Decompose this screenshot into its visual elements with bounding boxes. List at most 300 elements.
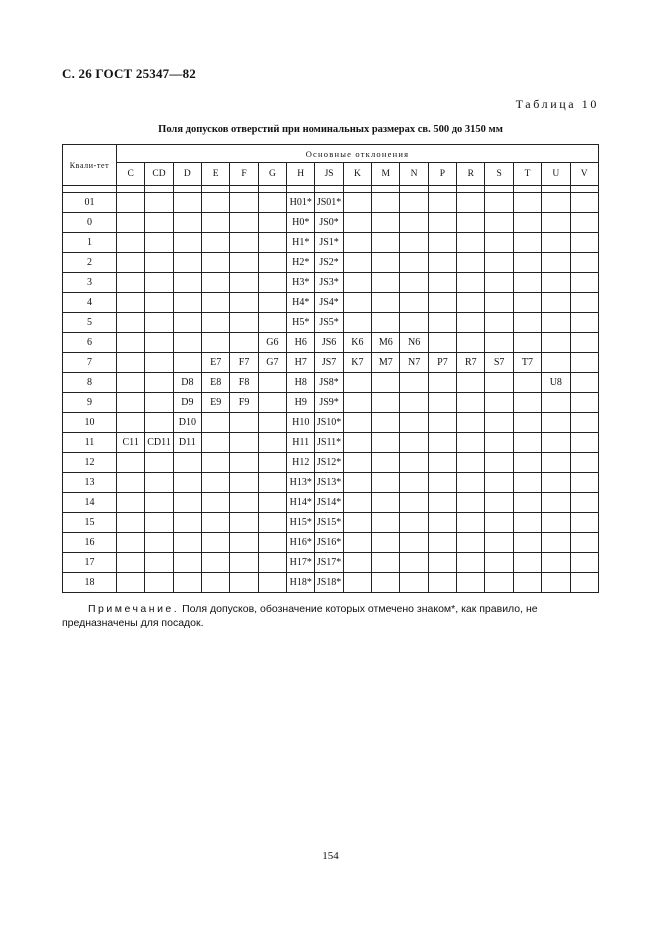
qualitet-cell: 16 bbox=[63, 533, 117, 553]
tolerance-field-cell bbox=[202, 493, 230, 513]
tolerance-field-cell bbox=[513, 273, 541, 293]
tolerance-field-cell bbox=[457, 213, 485, 233]
table-body bbox=[63, 186, 599, 593]
table-title: Поля допусков отверстий при номинальных размерах св. 500 до 3150 мм bbox=[158, 124, 503, 135]
spacer-cell bbox=[173, 186, 201, 193]
tolerance-field-cell bbox=[230, 333, 258, 353]
tolerance-field-cell bbox=[428, 193, 456, 213]
tolerance-field-cell: JS10* bbox=[315, 413, 343, 433]
tolerance-field-cell: E9 bbox=[202, 393, 230, 413]
qualitet-cell: 15 bbox=[63, 513, 117, 533]
tolerance-field-cell bbox=[542, 273, 570, 293]
spacer-cell bbox=[570, 186, 598, 193]
column-header: R bbox=[457, 163, 485, 186]
tolerance-field-cell bbox=[513, 233, 541, 253]
tolerance-field-cell bbox=[428, 453, 456, 473]
tolerance-field-cell bbox=[145, 333, 173, 353]
tolerance-field-cell: H14* bbox=[287, 493, 315, 513]
tolerance-field-cell bbox=[117, 353, 145, 373]
tolerance-field-cell bbox=[428, 313, 456, 333]
table-row bbox=[63, 193, 599, 213]
tolerance-field-cell bbox=[145, 533, 173, 553]
tolerance-field-cell bbox=[513, 333, 541, 353]
table-number: Таблица 10 bbox=[515, 97, 599, 111]
tolerance-field-cell bbox=[230, 273, 258, 293]
table-row bbox=[63, 413, 599, 433]
tolerance-field-cell bbox=[457, 573, 485, 593]
tolerance-field-cell: JS17* bbox=[315, 553, 343, 573]
tolerance-field-cell bbox=[542, 313, 570, 333]
tolerance-field-cell: JS16* bbox=[315, 533, 343, 553]
table-row bbox=[63, 333, 599, 353]
tolerance-field-cell bbox=[428, 493, 456, 513]
tolerance-field-cell: C11 bbox=[117, 433, 145, 453]
tolerance-field-cell bbox=[457, 493, 485, 513]
tolerance-field-cell bbox=[513, 433, 541, 453]
tolerance-field-cell bbox=[145, 193, 173, 213]
tolerance-field-cell bbox=[485, 333, 513, 353]
tolerance-field-cell: D10 bbox=[173, 413, 201, 433]
tolerance-field-cell bbox=[542, 493, 570, 513]
tolerance-field-cell bbox=[400, 393, 428, 413]
column-header: N bbox=[400, 163, 428, 186]
tolerance-field-cell bbox=[117, 193, 145, 213]
tolerance-field-cell bbox=[485, 393, 513, 413]
tolerance-field-cell bbox=[570, 333, 598, 353]
tolerance-field-cell bbox=[372, 473, 400, 493]
tolerance-field-cell: H9 bbox=[287, 393, 315, 413]
tolerance-field-cell bbox=[230, 493, 258, 513]
tolerance-field-cell bbox=[258, 513, 286, 533]
tolerance-field-cell bbox=[230, 513, 258, 533]
table-row bbox=[63, 453, 599, 473]
tolerance-field-cell bbox=[343, 273, 371, 293]
tolerance-field-cell bbox=[117, 213, 145, 233]
tolerance-field-cell bbox=[513, 513, 541, 533]
tolerance-field-cell bbox=[117, 413, 145, 433]
tolerance-field-cell bbox=[145, 453, 173, 473]
tolerance-field-cell bbox=[513, 293, 541, 313]
note-label: Примечание. bbox=[88, 603, 180, 615]
tolerance-field-cell bbox=[400, 373, 428, 393]
tolerance-field-cell bbox=[570, 573, 598, 593]
column-header: E bbox=[202, 163, 230, 186]
tolerance-field-cell bbox=[485, 413, 513, 433]
tolerance-field-cell bbox=[258, 193, 286, 213]
tolerance-field-cell: P7 bbox=[428, 353, 456, 373]
qualitet-cell: 11 bbox=[63, 433, 117, 453]
tolerance-field-cell: F9 bbox=[230, 393, 258, 413]
tolerance-field-cell bbox=[400, 533, 428, 553]
tolerance-field-cell: JS4* bbox=[315, 293, 343, 313]
tolerance-field-cell bbox=[457, 433, 485, 453]
tolerance-field-cell: K6 bbox=[343, 333, 371, 353]
tolerance-field-cell bbox=[570, 513, 598, 533]
tolerance-field-cell bbox=[400, 213, 428, 233]
tolerance-field-cell bbox=[372, 253, 400, 273]
tolerance-field-cell bbox=[513, 473, 541, 493]
tolerance-field-cell bbox=[372, 213, 400, 233]
tolerance-field-cell bbox=[343, 473, 371, 493]
tolerance-field-cell bbox=[343, 213, 371, 233]
tolerance-field-cell bbox=[117, 473, 145, 493]
qualitet-cell: 7 bbox=[63, 353, 117, 373]
tolerance-field-cell: H16* bbox=[287, 533, 315, 553]
tolerance-field-cell bbox=[258, 473, 286, 493]
tolerance-field-cell bbox=[202, 433, 230, 453]
page-header: С. 26 ГОСТ 25347—82 bbox=[62, 66, 196, 81]
tolerance-field-cell bbox=[343, 313, 371, 333]
tolerance-field-cell bbox=[230, 533, 258, 553]
tolerance-field-cell bbox=[400, 273, 428, 293]
tolerance-field-cell bbox=[372, 573, 400, 593]
tolerance-field-cell: CD11 bbox=[145, 433, 173, 453]
tolerance-field-cell bbox=[372, 453, 400, 473]
tolerance-field-cell bbox=[202, 513, 230, 533]
tolerance-field-cell bbox=[485, 193, 513, 213]
qualitet-cell: 01 bbox=[63, 193, 117, 213]
tolerance-field-cell: U8 bbox=[542, 373, 570, 393]
column-header: K bbox=[343, 163, 371, 186]
tolerance-field-cell bbox=[202, 533, 230, 553]
tolerance-field-cell bbox=[570, 213, 598, 233]
tolerance-field-cell bbox=[428, 573, 456, 593]
tolerance-field-cell bbox=[513, 413, 541, 433]
tolerance-field-cell bbox=[428, 393, 456, 413]
tolerance-field-cell bbox=[258, 213, 286, 233]
tolerance-field-cell bbox=[343, 433, 371, 453]
tolerance-field-cell bbox=[542, 193, 570, 213]
tolerance-field-cell bbox=[542, 513, 570, 533]
column-header: S bbox=[485, 163, 513, 186]
table-column-header-row bbox=[63, 163, 599, 186]
tolerance-field-cell bbox=[372, 293, 400, 313]
tolerance-field-cell bbox=[145, 313, 173, 333]
tolerance-field-cell bbox=[145, 373, 173, 393]
spacer-cell bbox=[202, 186, 230, 193]
column-header: CD bbox=[145, 163, 173, 186]
qualitet-cell: 6 bbox=[63, 333, 117, 353]
tolerance-field-cell bbox=[173, 533, 201, 553]
tolerance-field-cell bbox=[570, 313, 598, 333]
column-header: F bbox=[230, 163, 258, 186]
tolerance-field-cell bbox=[457, 533, 485, 553]
tolerance-field-cell bbox=[542, 393, 570, 413]
tolerance-field-cell bbox=[173, 273, 201, 293]
tolerance-field-cell bbox=[117, 453, 145, 473]
tolerance-field-cell bbox=[513, 373, 541, 393]
tolerance-field-cell bbox=[145, 213, 173, 233]
tolerance-field-cell bbox=[173, 573, 201, 593]
tolerance-field-cell bbox=[428, 233, 456, 253]
tolerance-field-cell bbox=[457, 513, 485, 533]
tolerance-field-cell bbox=[542, 573, 570, 593]
tolerance-field-cell bbox=[258, 253, 286, 273]
tolerance-field-cell bbox=[230, 573, 258, 593]
table-row bbox=[63, 253, 599, 273]
tolerance-field-cell bbox=[485, 553, 513, 573]
tolerance-field-cell: H10 bbox=[287, 413, 315, 433]
tolerance-field-cell: H1* bbox=[287, 233, 315, 253]
tolerance-field-cell bbox=[542, 253, 570, 273]
tolerance-field-cell: K7 bbox=[343, 353, 371, 373]
tolerance-field-cell: JS3* bbox=[315, 273, 343, 293]
tolerance-field-cell: JS8* bbox=[315, 373, 343, 393]
spacer-cell bbox=[315, 186, 343, 193]
tolerance-field-cell bbox=[542, 413, 570, 433]
tolerance-field-cell bbox=[400, 473, 428, 493]
table-row bbox=[63, 393, 599, 413]
tolerance-field-cell bbox=[117, 313, 145, 333]
qualitet-cell: 2 bbox=[63, 253, 117, 273]
tolerance-field-cell bbox=[570, 453, 598, 473]
tolerance-field-cell bbox=[117, 493, 145, 513]
tolerance-field-cell: JS7 bbox=[315, 353, 343, 373]
tolerance-field-cell: E7 bbox=[202, 353, 230, 373]
tolerance-field-cell bbox=[173, 293, 201, 313]
column-header: V bbox=[570, 163, 598, 186]
tolerance-field-cell bbox=[145, 293, 173, 313]
tolerance-field-cell bbox=[258, 433, 286, 453]
tolerance-field-cell bbox=[145, 573, 173, 593]
tolerance-field-cell bbox=[343, 453, 371, 473]
tolerance-field-cell bbox=[457, 273, 485, 293]
tolerance-field-cell bbox=[202, 313, 230, 333]
tolerance-field-cell bbox=[428, 333, 456, 353]
tolerance-field-cell: JS12* bbox=[315, 453, 343, 473]
qualitet-cell: 13 bbox=[63, 473, 117, 493]
tolerance-field-cell bbox=[173, 453, 201, 473]
tolerance-field-cell bbox=[372, 313, 400, 333]
tolerance-field-cell bbox=[485, 433, 513, 453]
qualitet-cell: 18 bbox=[63, 573, 117, 593]
tolerance-field-cell bbox=[400, 193, 428, 213]
tolerance-field-cell bbox=[258, 273, 286, 293]
tolerance-field-cell bbox=[570, 393, 598, 413]
tolerance-field-cell bbox=[145, 413, 173, 433]
tolerance-field-cell bbox=[258, 413, 286, 433]
tolerance-field-cell bbox=[372, 553, 400, 573]
tolerance-field-cell bbox=[145, 273, 173, 293]
tolerance-field-cell bbox=[428, 513, 456, 533]
tolerance-field-cell bbox=[202, 553, 230, 573]
tolerance-field-cell: D8 bbox=[173, 373, 201, 393]
tolerance-field-cell bbox=[230, 233, 258, 253]
tolerance-field-cell bbox=[173, 493, 201, 513]
column-header: T bbox=[513, 163, 541, 186]
tolerance-field-cell bbox=[258, 573, 286, 593]
tolerance-field-cell bbox=[145, 253, 173, 273]
tolerance-field-cell bbox=[343, 533, 371, 553]
tolerance-field-cell bbox=[145, 513, 173, 533]
qualitet-cell: 17 bbox=[63, 553, 117, 573]
tolerance-field-cell bbox=[485, 473, 513, 493]
tolerance-field-cell bbox=[400, 413, 428, 433]
tolerance-field-cell bbox=[372, 513, 400, 533]
tolerance-field-cell bbox=[173, 313, 201, 333]
tolerance-field-cell bbox=[457, 453, 485, 473]
qualitet-cell: 14 bbox=[63, 493, 117, 513]
tolerance-field-cell bbox=[343, 553, 371, 573]
tolerance-field-cell bbox=[173, 333, 201, 353]
tolerance-field-cell bbox=[117, 393, 145, 413]
tolerance-field-cell bbox=[117, 333, 145, 353]
tolerance-field-cell: N6 bbox=[400, 333, 428, 353]
tolerance-field-cell: H13* bbox=[287, 473, 315, 493]
basic-deviations-header: Основные отклонения bbox=[117, 145, 599, 163]
spacer-cell bbox=[287, 186, 315, 193]
tolerance-field-cell: H15* bbox=[287, 513, 315, 533]
tolerance-field-cell bbox=[485, 573, 513, 593]
tolerance-field-cell bbox=[173, 353, 201, 373]
tolerance-field-cell bbox=[400, 453, 428, 473]
tolerance-field-cell bbox=[457, 293, 485, 313]
tolerance-field-cell bbox=[513, 553, 541, 573]
tolerance-field-cell bbox=[542, 453, 570, 473]
tolerance-field-cell: H3* bbox=[287, 273, 315, 293]
tolerance-field-cell bbox=[542, 233, 570, 253]
tolerance-field-cell bbox=[230, 433, 258, 453]
tolerance-field-cell bbox=[513, 313, 541, 333]
tolerance-field-cell bbox=[258, 293, 286, 313]
tolerance-field-cell bbox=[202, 453, 230, 473]
tolerance-field-cell: G7 bbox=[258, 353, 286, 373]
tolerance-field-cell bbox=[542, 553, 570, 573]
tolerance-field-cell bbox=[428, 553, 456, 573]
tolerance-field-cell: JS11* bbox=[315, 433, 343, 453]
tolerance-field-cell bbox=[230, 293, 258, 313]
tolerance-field-cell bbox=[570, 533, 598, 553]
spacer-cell bbox=[145, 186, 173, 193]
tolerance-field-cell bbox=[230, 253, 258, 273]
tolerance-field-cell bbox=[428, 533, 456, 553]
tolerance-field-cell bbox=[513, 573, 541, 593]
tolerance-field-cell: H11 bbox=[287, 433, 315, 453]
tolerance-field-cell bbox=[513, 453, 541, 473]
tolerance-field-cell bbox=[372, 373, 400, 393]
table-row bbox=[63, 533, 599, 553]
tolerance-field-cell bbox=[542, 473, 570, 493]
tolerance-field-cell bbox=[570, 433, 598, 453]
tolerance-field-cell: H7 bbox=[287, 353, 315, 373]
tolerance-field-cell bbox=[542, 353, 570, 373]
tolerance-field-cell bbox=[428, 213, 456, 233]
spacer-cell bbox=[513, 186, 541, 193]
page-number: 154 bbox=[322, 850, 339, 862]
tolerance-field-cell bbox=[230, 453, 258, 473]
tolerance-field-cell: H6 bbox=[287, 333, 315, 353]
tolerance-field-cell bbox=[485, 513, 513, 533]
tolerance-field-cell: JS01* bbox=[315, 193, 343, 213]
tolerance-field-cell: N7 bbox=[400, 353, 428, 373]
table-group-header-row bbox=[63, 145, 599, 163]
tolerance-field-cell bbox=[173, 253, 201, 273]
table-row bbox=[63, 493, 599, 513]
table-row bbox=[63, 313, 599, 333]
table-row bbox=[63, 213, 599, 233]
qualitet-cell: 12 bbox=[63, 453, 117, 473]
tolerance-field-cell bbox=[428, 473, 456, 493]
spacer-cell bbox=[485, 186, 513, 193]
tolerance-field-cell bbox=[258, 373, 286, 393]
tolerance-field-cell: JS13* bbox=[315, 473, 343, 493]
tolerance-field-cell bbox=[570, 253, 598, 273]
spacer-cell bbox=[258, 186, 286, 193]
tolerance-field-cell bbox=[542, 293, 570, 313]
qualitet-cell: 9 bbox=[63, 393, 117, 413]
tolerance-field-cell: F7 bbox=[230, 353, 258, 373]
tolerance-field-cell bbox=[457, 473, 485, 493]
tolerance-field-cell bbox=[542, 213, 570, 233]
tolerance-field-cell bbox=[570, 553, 598, 573]
tolerance-field-cell bbox=[513, 493, 541, 513]
tolerance-field-cell bbox=[457, 373, 485, 393]
tolerance-field-cell bbox=[570, 293, 598, 313]
tolerance-field-cell bbox=[173, 213, 201, 233]
tolerance-field-cell bbox=[202, 293, 230, 313]
tolerance-field-cell bbox=[400, 233, 428, 253]
qualitet-cell: 1 bbox=[63, 233, 117, 253]
spacer-cell bbox=[117, 186, 145, 193]
tolerance-table bbox=[62, 144, 599, 593]
tolerance-field-cell bbox=[230, 473, 258, 493]
tolerance-field-cell bbox=[173, 193, 201, 213]
tolerance-field-cell bbox=[145, 233, 173, 253]
tolerance-field-cell bbox=[513, 533, 541, 553]
tolerance-field-cell bbox=[117, 373, 145, 393]
tolerance-field-cell bbox=[428, 253, 456, 273]
tolerance-field-cell bbox=[457, 193, 485, 213]
tolerance-field-cell bbox=[400, 573, 428, 593]
tolerance-field-cell bbox=[372, 273, 400, 293]
tolerance-field-cell bbox=[117, 513, 145, 533]
tolerance-field-cell bbox=[117, 253, 145, 273]
tolerance-field-cell bbox=[173, 473, 201, 493]
tolerance-field-cell bbox=[372, 413, 400, 433]
note-text: Поля допусков, обозначение которых отмечено знаком*, как правило, не предназначены для посадок. bbox=[62, 603, 538, 629]
tolerance-field-cell bbox=[570, 193, 598, 213]
tolerance-field-cell bbox=[457, 313, 485, 333]
tolerance-field-cell bbox=[513, 393, 541, 413]
table-row bbox=[63, 233, 599, 253]
tolerance-field-cell bbox=[485, 273, 513, 293]
tolerance-field-cell bbox=[145, 553, 173, 573]
tolerance-field-cell: H18* bbox=[287, 573, 315, 593]
qualitet-cell: 0 bbox=[63, 213, 117, 233]
tolerance-field-cell: H2* bbox=[287, 253, 315, 273]
qualitet-cell: 8 bbox=[63, 373, 117, 393]
tolerance-field-cell bbox=[457, 393, 485, 413]
tolerance-field-cell: H8 bbox=[287, 373, 315, 393]
column-header: JS bbox=[315, 163, 343, 186]
tolerance-field-cell: H5* bbox=[287, 313, 315, 333]
tolerance-field-cell: H17* bbox=[287, 553, 315, 573]
tolerance-field-cell bbox=[173, 233, 201, 253]
tolerance-field-cell bbox=[513, 193, 541, 213]
table-row bbox=[63, 553, 599, 573]
tolerance-field-cell bbox=[457, 253, 485, 273]
tolerance-field-cell bbox=[372, 393, 400, 413]
tolerance-field-cell bbox=[372, 233, 400, 253]
tolerance-field-cell bbox=[145, 393, 173, 413]
tolerance-field-cell bbox=[343, 193, 371, 213]
tolerance-field-cell bbox=[202, 413, 230, 433]
tolerance-field-cell bbox=[343, 573, 371, 593]
tolerance-field-cell bbox=[202, 193, 230, 213]
tolerance-field-cell bbox=[117, 533, 145, 553]
tolerance-field-cell bbox=[400, 513, 428, 533]
tolerance-field-cell bbox=[117, 293, 145, 313]
